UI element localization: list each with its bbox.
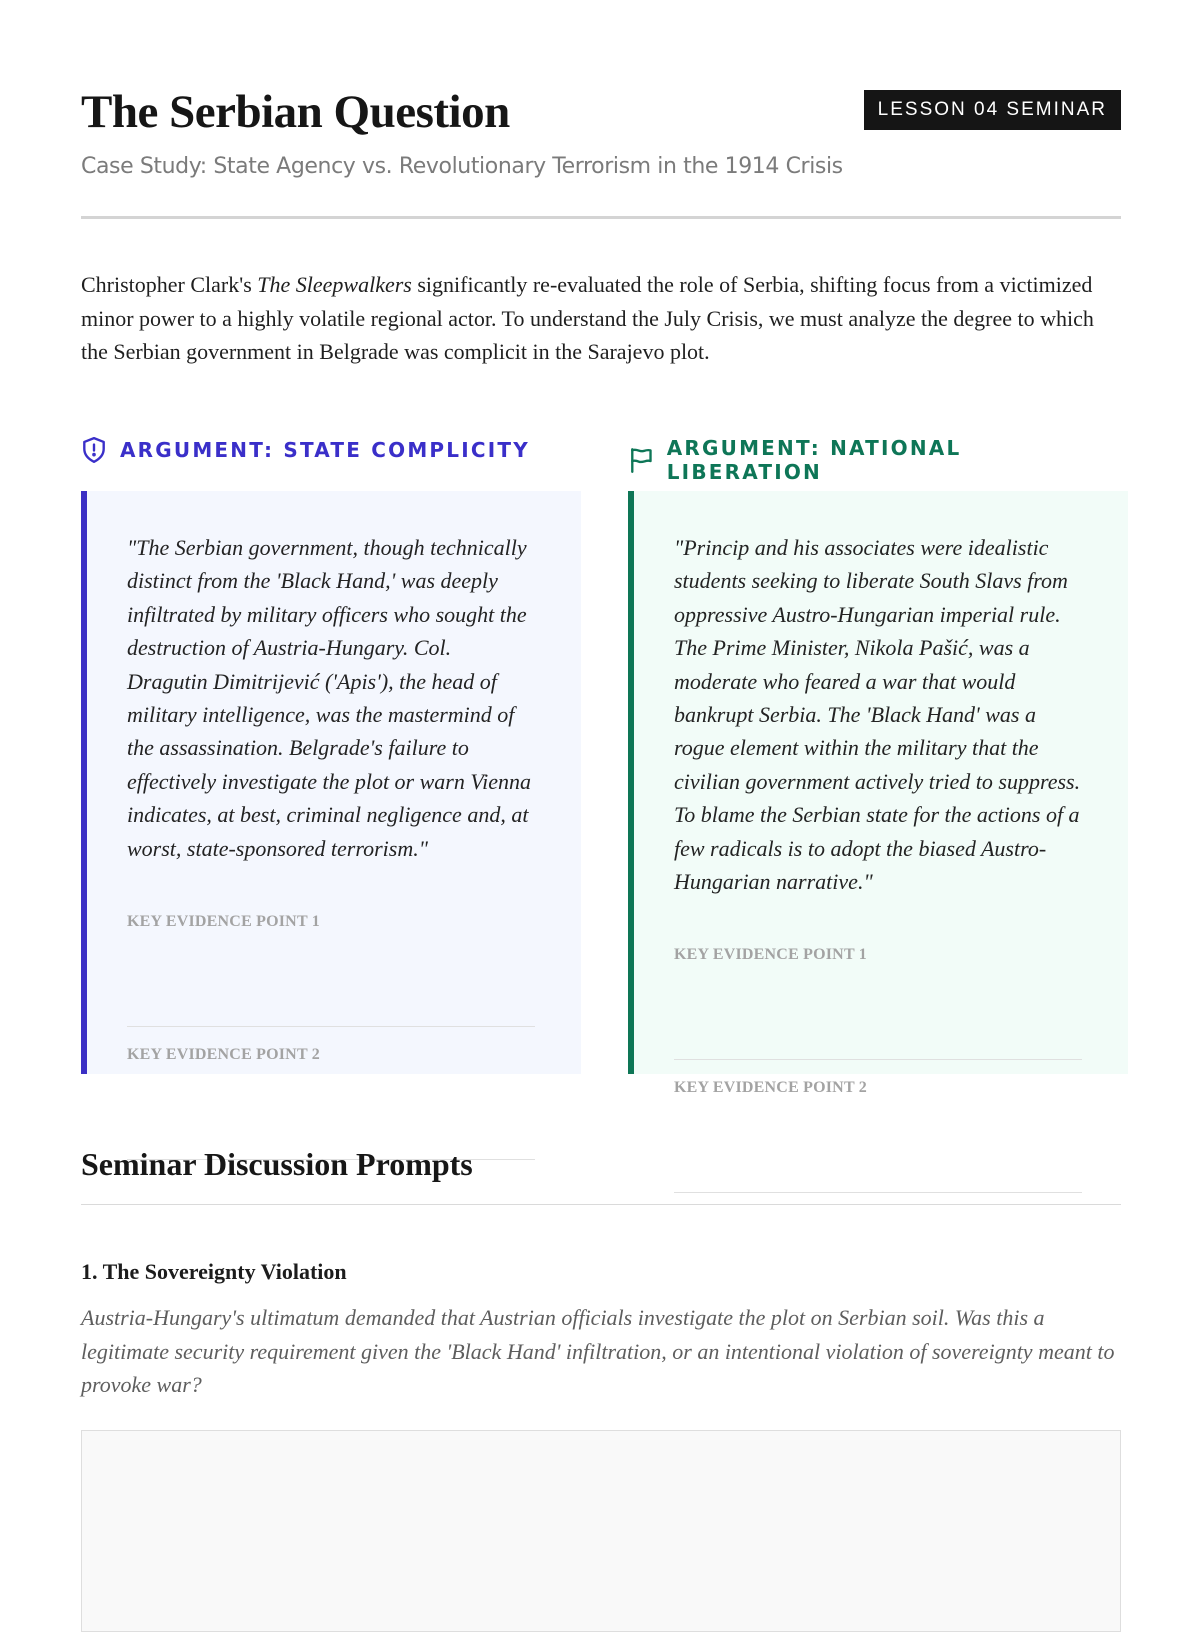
- evidence-label-1: KEY EVIDENCE POINT 1: [127, 913, 320, 931]
- intro-paragraph: [81, 268, 1121, 369]
- evidence-input-1[interactable]: [127, 932, 535, 1027]
- flag-icon: [628, 446, 654, 474]
- argument-heading-national-liberation: [628, 436, 1121, 484]
- argument-heading-label: ARGUMENT: STATE COMPLICITY: [120, 438, 530, 462]
- intro-text-before: Christopher Clark's: [81, 272, 258, 297]
- intro-text-after: significantly re-evaluated the role of Serbia, shifting focus from a victimized minor power to a highly volatile regional actor. To understand the July Crisis, we must analyze the degree to which the Serbian government in Belgrade was complicit in the Sarajevo plot.: [81, 272, 1094, 364]
- argument-heading-state-complicity: [81, 436, 530, 464]
- argument-quote: "Princip and his associates were idealistic students seeking to liberate South Slavs from oppressive Austro-Hungarian imperial rule. The Prime Minister, Nikola Pašić, was a moderate who feared a war that would bankrupt Serbia. The 'Black Hand' was a rogue element within the military that the civilian government actively tried to suppress. To blame the Serbian state for the actions of a few radicals is to adopt the biased Austro-Hungarian narrative.": [674, 535, 1081, 895]
- argument-card-state-complicity: [81, 491, 581, 1074]
- section-title-prompts: Seminar Discussion Prompts: [81, 1142, 1121, 1205]
- lesson-badge: LESSON 04 SEMINAR: [864, 90, 1121, 130]
- argument-quote: "The Serbian government, though technically distinct from the 'Black Hand,' was deeply infiltrated by military officers who sought the destruction of Austria-Hungary. Col. Dragutin Dimitrijević ('Apis'), the head of military intelligence, was the mastermind of the assassination. Belgrade's failure to effectively investigate the plot or warn Vienna indicates, at best, criminal negligence and, at worst, state-sponsored terrorism.": [127, 535, 532, 861]
- prompt-title: 1. The Sovereignty Violation: [81, 1259, 347, 1284]
- prompt-text: Austria-Hungary's ultimatum demanded that Austrian officials investigate the plot on Serbian soil. Was this a legitimate security requirement given the 'Black Hand' infiltration, or an intentional violation of sovereignty meant to provoke war?: [81, 1305, 1115, 1397]
- page-title: The Serbian Question: [81, 86, 510, 138]
- intro-book-title: The Sleepwalkers: [257, 272, 412, 297]
- evidence-label-1: KEY EVIDENCE POINT 1: [674, 946, 867, 964]
- evidence-label-2: KEY EVIDENCE POINT 2: [674, 1079, 867, 1097]
- page-header: [81, 82, 1121, 219]
- argument-heading-label: ARGUMENT: NATIONAL LIBERATION: [666, 436, 962, 484]
- evidence-label-2: KEY EVIDENCE POINT 2: [127, 1046, 320, 1064]
- argument-card-national-liberation: [628, 491, 1128, 1097]
- page-subtitle: Case Study: State Agency vs. Revolutionary Terrorism in the 1914 Crisis: [81, 154, 843, 179]
- shield-icon: [81, 436, 107, 464]
- prompt-answer-box[interactable]: [81, 1430, 1121, 1632]
- evidence-input-1[interactable]: [674, 965, 1082, 1060]
